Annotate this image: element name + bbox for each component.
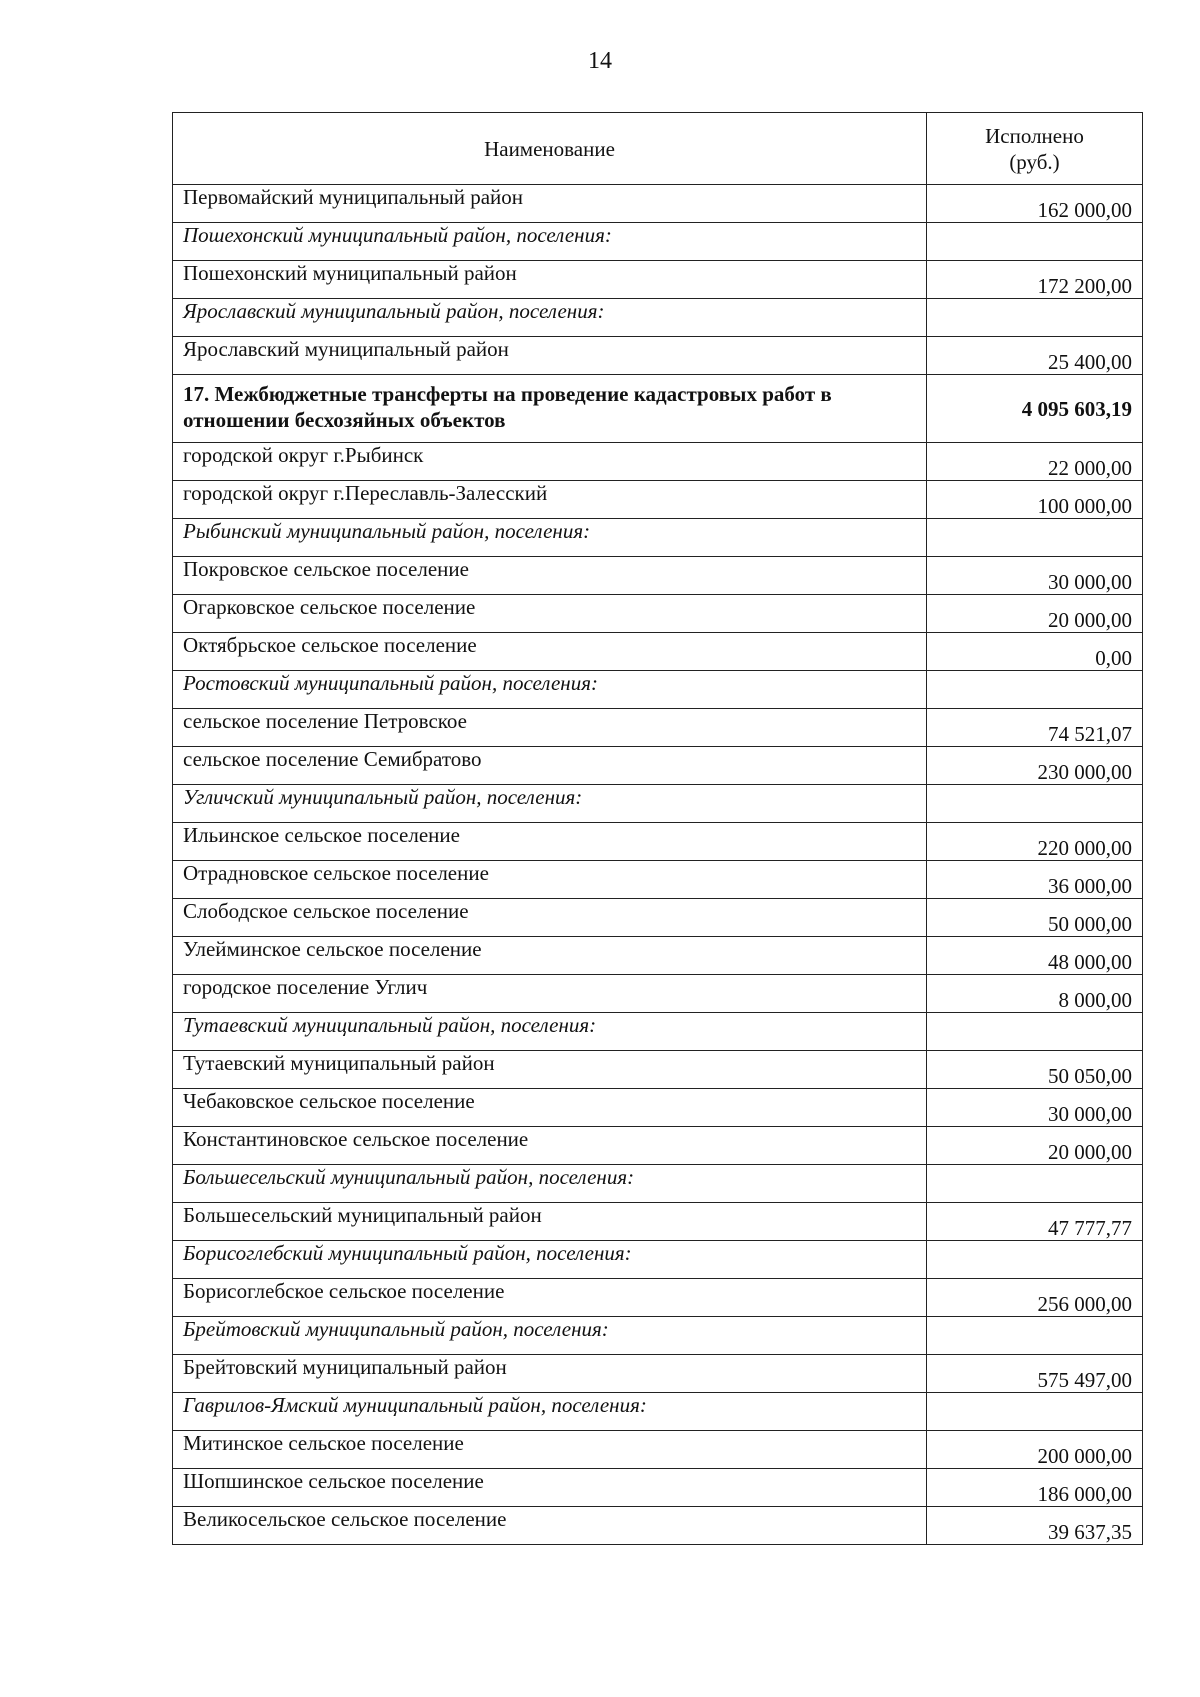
table-row bbox=[173, 481, 1143, 519]
row-name-cell: Великосельское сельское поселение bbox=[173, 1507, 927, 1545]
row-value-cell bbox=[927, 1013, 1143, 1051]
row-name-cell: Брейтовский муниципальный район bbox=[173, 1355, 927, 1393]
table-row bbox=[173, 823, 1143, 861]
row-name-cell: Брейтовский муниципальный район, поселения: bbox=[173, 1317, 927, 1355]
row-value-cell: 100 000,00 bbox=[927, 481, 1143, 519]
table-row bbox=[173, 633, 1143, 671]
row-value-cell: 25 400,00 bbox=[927, 337, 1143, 375]
group-header-row bbox=[173, 299, 1143, 337]
row-value-cell: 50 050,00 bbox=[927, 1051, 1143, 1089]
row-name-cell: Тутаевский муниципальный район, поселения: bbox=[173, 1013, 927, 1051]
row-value-cell: 20 000,00 bbox=[927, 1127, 1143, 1165]
row-value-cell: 30 000,00 bbox=[927, 1089, 1143, 1127]
section-row bbox=[173, 375, 1143, 443]
row-value-cell: 20 000,00 bbox=[927, 595, 1143, 633]
row-name-cell: Октябрьское сельское поселение bbox=[173, 633, 927, 671]
group-header-row bbox=[173, 1013, 1143, 1051]
group-header-row bbox=[173, 1241, 1143, 1279]
row-name-cell: Улейминское сельское поселение bbox=[173, 937, 927, 975]
table-row bbox=[173, 1051, 1143, 1089]
group-header-row bbox=[173, 519, 1143, 557]
table-row bbox=[173, 975, 1143, 1013]
group-header-row bbox=[173, 1317, 1143, 1355]
group-header-row bbox=[173, 785, 1143, 823]
group-header-row bbox=[173, 1165, 1143, 1203]
table-row bbox=[173, 337, 1143, 375]
row-name-cell: сельское поселение Семибратово bbox=[173, 747, 927, 785]
row-name-cell: Пошехонский муниципальный район, поселения: bbox=[173, 223, 927, 261]
row-name-cell: сельское поселение Петровское bbox=[173, 709, 927, 747]
table-row bbox=[173, 443, 1143, 481]
column-header-value-line2: (руб.) bbox=[1009, 149, 1060, 174]
row-value-cell bbox=[927, 299, 1143, 337]
row-name-cell: Угличский муниципальный район, поселения: bbox=[173, 785, 927, 823]
row-name-cell: Ильинское сельское поселение bbox=[173, 823, 927, 861]
table-row bbox=[173, 1431, 1143, 1469]
row-value-cell: 8 000,00 bbox=[927, 975, 1143, 1013]
row-name-cell: Шопшинское сельское поселение bbox=[173, 1469, 927, 1507]
row-name-cell: Ростовский муниципальный район, поселения: bbox=[173, 671, 927, 709]
table-row bbox=[173, 1355, 1143, 1393]
row-value-cell: 22 000,00 bbox=[927, 443, 1143, 481]
row-name-cell: Борисоглебское сельское поселение bbox=[173, 1279, 927, 1317]
table-row bbox=[173, 1089, 1143, 1127]
row-value-cell: 200 000,00 bbox=[927, 1431, 1143, 1469]
row-name-cell: городской округ г.Переславль-Залесский bbox=[173, 481, 927, 519]
table-row bbox=[173, 1507, 1143, 1545]
row-name-cell: Чебаковское сельское поселение bbox=[173, 1089, 927, 1127]
group-header-row bbox=[173, 223, 1143, 261]
group-header-row bbox=[173, 671, 1143, 709]
table-row bbox=[173, 1469, 1143, 1507]
row-value-cell bbox=[927, 519, 1143, 557]
row-value-cell: 230 000,00 bbox=[927, 747, 1143, 785]
row-name-cell: Пошехонский муниципальный район bbox=[173, 261, 927, 299]
row-name-cell: Тутаевский муниципальный район bbox=[173, 1051, 927, 1089]
row-name-cell: Слободское сельское поселение bbox=[173, 899, 927, 937]
row-value-cell: 50 000,00 bbox=[927, 899, 1143, 937]
table-row bbox=[173, 1279, 1143, 1317]
table-row bbox=[173, 595, 1143, 633]
column-header-value-line1: Исполнено bbox=[985, 123, 1084, 148]
table-body bbox=[173, 185, 1143, 1545]
table-row bbox=[173, 185, 1143, 223]
row-name-cell: Первомайский муниципальный район bbox=[173, 185, 927, 223]
row-value-cell bbox=[927, 671, 1143, 709]
row-value-cell: 162 000,00 bbox=[927, 185, 1143, 223]
table-row bbox=[173, 1203, 1143, 1241]
table-row bbox=[173, 1127, 1143, 1165]
row-name-cell: Борисоглебский муниципальный район, поселения: bbox=[173, 1241, 927, 1279]
row-value-cell: 30 000,00 bbox=[927, 557, 1143, 595]
row-value-cell: 74 521,07 bbox=[927, 709, 1143, 747]
row-value-cell: 4 095 603,19 bbox=[927, 375, 1143, 443]
row-name-cell: Гаврилов-Ямский муниципальный район, поселения: bbox=[173, 1393, 927, 1431]
row-value-cell: 186 000,00 bbox=[927, 1469, 1143, 1507]
column-header-value bbox=[927, 113, 1143, 185]
row-name-cell: Константиновское сельское поселение bbox=[173, 1127, 927, 1165]
row-value-cell: 575 497,00 bbox=[927, 1355, 1143, 1393]
row-value-cell: 0,00 bbox=[927, 633, 1143, 671]
row-value-cell: 172 200,00 bbox=[927, 261, 1143, 299]
table-row bbox=[173, 899, 1143, 937]
column-header-name: Наименование bbox=[173, 113, 927, 185]
page-number: 14 bbox=[588, 48, 612, 74]
row-name-cell: Огарковское сельское поселение bbox=[173, 595, 927, 633]
row-value-cell bbox=[927, 1317, 1143, 1355]
table-row bbox=[173, 747, 1143, 785]
table-row bbox=[173, 557, 1143, 595]
budget-table bbox=[172, 112, 1143, 1545]
group-header-row bbox=[173, 1393, 1143, 1431]
row-value-cell: 48 000,00 bbox=[927, 937, 1143, 975]
row-value-cell bbox=[927, 223, 1143, 261]
table-header bbox=[173, 113, 1143, 185]
row-name-cell: Митинское сельское поселение bbox=[173, 1431, 927, 1469]
row-value-cell: 36 000,00 bbox=[927, 861, 1143, 899]
table-row bbox=[173, 861, 1143, 899]
row-value-cell: 220 000,00 bbox=[927, 823, 1143, 861]
row-name-cell: Большесельский муниципальный район bbox=[173, 1203, 927, 1241]
row-name-cell: Большесельский муниципальный район, поселения: bbox=[173, 1165, 927, 1203]
row-value-cell: 39 637,35 bbox=[927, 1507, 1143, 1545]
row-name-cell: Ярославский муниципальный район, поселения: bbox=[173, 299, 927, 337]
row-value-cell bbox=[927, 1393, 1143, 1431]
row-name-cell: Отрадновское сельское поселение bbox=[173, 861, 927, 899]
table-row bbox=[173, 261, 1143, 299]
row-name-cell: 17. Межбюджетные трансферты на проведение кадастровых работ в отношении бесхозяйных объектов bbox=[173, 375, 927, 443]
row-value-cell: 47 777,77 bbox=[927, 1203, 1143, 1241]
row-value-cell bbox=[927, 1241, 1143, 1279]
row-value-cell bbox=[927, 785, 1143, 823]
row-value-cell: 256 000,00 bbox=[927, 1279, 1143, 1317]
row-name-cell: Рыбинский муниципальный район, поселения: bbox=[173, 519, 927, 557]
row-name-cell: Покровское сельское поселение bbox=[173, 557, 927, 595]
row-name-cell: городской округ г.Рыбинск bbox=[173, 443, 927, 481]
row-name-cell: городское поселение Углич bbox=[173, 975, 927, 1013]
header-row bbox=[173, 113, 1143, 185]
row-value-cell bbox=[927, 1165, 1143, 1203]
row-name-cell: Ярославский муниципальный район bbox=[173, 337, 927, 375]
table-row bbox=[173, 709, 1143, 747]
table-row bbox=[173, 937, 1143, 975]
